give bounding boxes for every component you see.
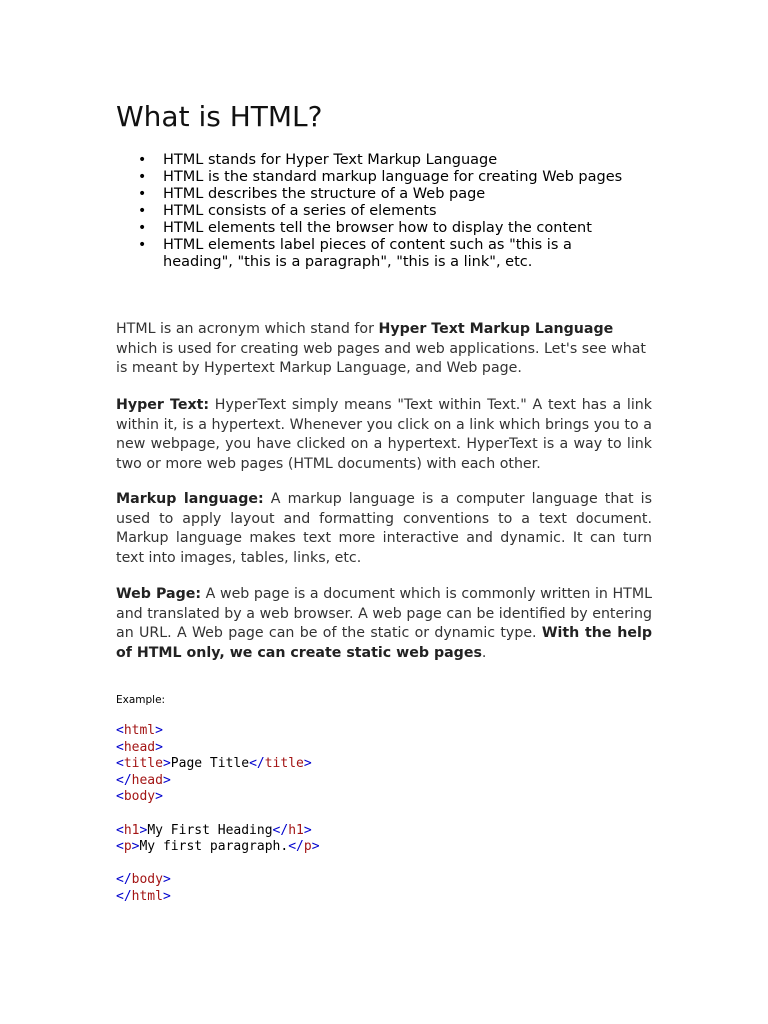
intro-paragraph bbox=[116, 320, 652, 379]
intro-text-start: HTML is an acronym which stand for bbox=[116, 321, 379, 337]
list-item: • HTML consists of a series of elements bbox=[116, 203, 646, 220]
list-item: • HTML elements label pieces of content such as "this is a heading", "this is a paragraph", "this is a link", etc. bbox=[116, 237, 646, 271]
list-item: • HTML elements tell the browser how to display the content bbox=[116, 220, 646, 237]
markup-language-definition: A markup language is a computer language that is used to apply layout and formatting conventions to a text document. Markup language makes text more interactive and dynamic. It can turn text into images, tables, links, etc. bbox=[116, 491, 652, 566]
list-item: • HTML is the standard markup language for creating Web pages bbox=[116, 169, 646, 186]
hypertext-definition: HyperText simply means "Text within Text." A text has a link within it, is a hypertext. Whenever you click on a link which brings you to a new webpage, you have clicked on a hypertext. HyperText is a way to link two or more web pages (HTML documents) with each other. bbox=[116, 397, 652, 472]
example-label: Example: bbox=[116, 694, 166, 706]
web-page-definition: A web page is a document which is commonly written in HTML and translated by a web browser. A web page can be identified by entering an URL. A Web page can be of the static or dynamic type. bbox=[116, 586, 652, 642]
hypertext-paragraph bbox=[116, 396, 652, 474]
web-page-period: . bbox=[481, 644, 487, 661]
list-item: • HTML describes the structure of a Web page bbox=[116, 186, 646, 203]
web-page-bold-statement: With the help of HTML only, we can create static web pages bbox=[116, 625, 652, 661]
list-item: • HTML stands for Hyper Text Markup Language bbox=[116, 152, 646, 169]
web-page-paragraph bbox=[116, 585, 652, 663]
hypertext-term: Hyper Text: bbox=[116, 397, 210, 413]
markup-language-term: Markup language: bbox=[116, 491, 264, 507]
web-page-term: Web Page: bbox=[116, 586, 202, 602]
page-title: What is HTML? bbox=[116, 100, 323, 133]
code-example: <html> <head> <title>Page Title</title> </head> <body> <h1>My First Heading</h1> <p>My first paragraph.</p> </body> </html> bbox=[116, 723, 320, 904]
definition-list bbox=[116, 152, 646, 271]
markup-language-paragraph bbox=[116, 490, 652, 568]
intro-bold-term: Hyper Text Markup Language bbox=[378, 321, 614, 337]
intro-text-end: which is used for creating web pages and web applications. Let's see what is meant by Hypertext Markup Language, and Web page. bbox=[116, 340, 646, 377]
